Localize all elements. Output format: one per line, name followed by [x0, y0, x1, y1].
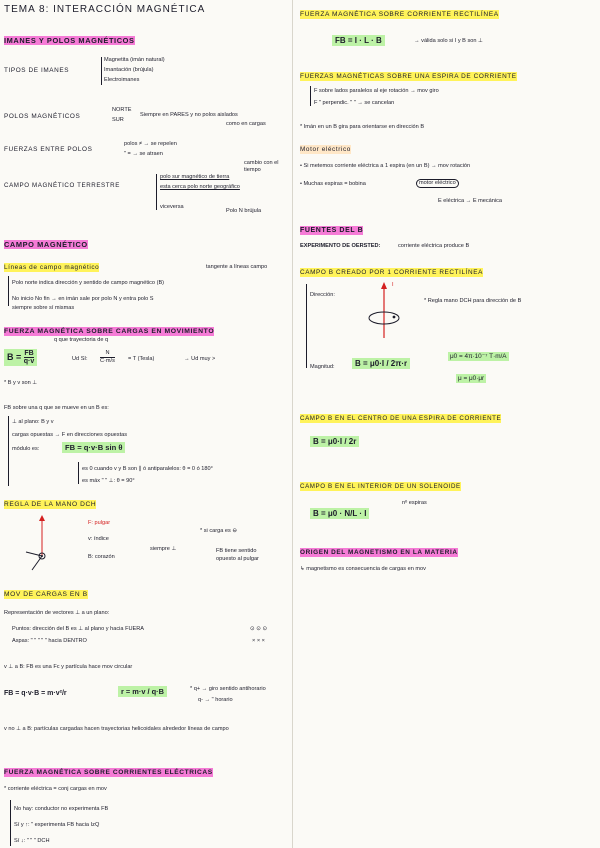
wire-field-diagram	[364, 280, 404, 340]
espira-line: F " perpendic. " " → se cancelan	[314, 100, 395, 106]
terrestre-polo-n: Polo N brújula	[226, 208, 262, 214]
espira-centro-formula: B = μ0·I / 2r	[310, 436, 359, 447]
regla-v: v: índice	[88, 536, 109, 542]
origen-text: ↳ magnetismo es consecuencia de cargas en mov	[300, 566, 426, 572]
mov-q-neg: q- → " horario	[198, 697, 233, 703]
wire-i-label: I	[392, 282, 394, 288]
campo-rect-regla: * Regla mano DCH para dirección de B	[424, 298, 522, 304]
motor-heading: Motor eléctrico	[300, 146, 351, 153]
fuerza-cargas-depende: q que trayectoria de q	[54, 337, 109, 343]
motor-line: • Si metemos corriente eléctrica a 1 espira (en un B) → mov rotación	[300, 163, 471, 169]
terrestre-line: viceversa	[160, 204, 184, 210]
espira-heading: FUERZAS MAGNÉTICAS SOBRE UNA ESPIRA DE CORRIENTE	[300, 73, 517, 80]
fb-section-label: FB sobre una q que se mueve en un B es:	[4, 405, 109, 411]
rect-formula: FB = I · L · B	[332, 35, 385, 46]
motor-box: motor eléctrico	[416, 179, 459, 188]
mov-label: MOV DE CARGAS EN B	[4, 591, 88, 598]
rect-note: → válida solo si I y B son ⊥	[414, 38, 483, 44]
origen-heading: ORIGEN DEL MAGNETISMO EN LA MATERIA	[300, 549, 458, 556]
espira-centro-heading: CAMPO B EN EL CENTRO DE UNA ESPIRA DE CORRIENTE	[300, 415, 502, 422]
campo-heading: CAMPO MAGNÉTICO	[4, 240, 88, 249]
fb-item: ⊥ al plano: B y v	[12, 419, 54, 425]
campo-rect-formula: B = μ0·I / 2π·r	[352, 358, 410, 369]
tipos-label: TIPOS DE IMANES	[4, 67, 70, 74]
campo-rect-magnitud: Magnitud:	[310, 364, 335, 370]
solenoide-formula: B = μ0 · N/L · I	[310, 508, 369, 519]
muy-grande: → Ud muy >	[184, 356, 216, 362]
mov-aspas: Aspas: " " " " " hacia DENTRO	[12, 638, 87, 644]
regla-b: B: corazón	[88, 554, 115, 560]
unit-fraction: N C·m/s	[100, 350, 115, 364]
fb-item: cargas opuestas → F en direcciones opuestas	[12, 432, 128, 438]
regla-label: REGLA DE LA MANO DCH	[4, 501, 97, 508]
campo-rect-heading: CAMPO B CREADO POR 1 CORRIENTE RECTILÍNEA	[300, 269, 483, 276]
mov-q-pos: * q+ → giro sentido antihorario	[190, 686, 266, 692]
oersted-text: corriente eléctrica produce B	[398, 243, 470, 249]
lineas-line: siempre sobre sí mismas	[12, 305, 75, 311]
mov-vnoperp: v no ⊥ a B: partículas cargadas hacen trayectorias helicoidales alrededor líneas de campo	[4, 726, 229, 732]
fuerzas-polos-line: " = → se atraen	[124, 151, 163, 157]
tipos-item: Magnetita (imán natural)	[104, 57, 165, 63]
polo-sur: SUR	[112, 117, 124, 123]
motor-line: E eléctrica → E mecánica	[438, 198, 503, 204]
corrientes-line: No hay: conductor no experimenta FB	[14, 806, 109, 812]
polos-label: POLOS MAGNÉTICOS	[4, 113, 81, 120]
terrestre-line: esta cerca polo norte geográfico	[160, 184, 240, 190]
mov-eq2: r = m·v / q·B	[118, 686, 167, 697]
mu0-value: μ0 = 4π·10⁻⁷ T·m/A	[450, 353, 507, 360]
tipos-item: Imantación (brújula)	[104, 67, 154, 73]
corrientes-line: Sí y ↑: " experimenta FB hacia IzQ	[14, 822, 100, 828]
mov-vperp: v ⊥ a B: FB es una Fc y partícula hace mov circular	[4, 664, 133, 670]
espira-line: F sobre lados paralelos al eje rotación → mov giro	[314, 88, 439, 94]
imanes-heading: IMANES Y POLOS MAGNÉTICOS	[4, 36, 135, 45]
regla-neg-3: opuesto al pulgar	[216, 556, 259, 562]
fb-case: es máx " " ⊥: θ = 90°	[82, 478, 135, 484]
lineas-label: Líneas de campo magnético	[4, 264, 100, 271]
terrestre-line: polo sur magnético de tierra	[160, 174, 230, 180]
fb-case: es 0 cuando v y B son ∥ ó antiparalelos: θ = 0 ó 180°	[82, 466, 213, 472]
campo-terrestre-label: CAMPO MAGNÉTICO TERRESTRE	[4, 182, 120, 189]
lineas-line: No inicio No fin → en imán sale por polo N y entra polo S	[12, 296, 154, 302]
mov-xs: × × ×	[252, 638, 265, 644]
right-hand-rule-diagram	[22, 514, 62, 574]
corrientes-line: Sí ↓: " " " DCH	[14, 838, 50, 844]
mu-relation: μ = μ0·μr	[458, 375, 485, 382]
mov-eq1: FB = q·v·B = m·v²/r	[4, 690, 67, 697]
fb-sin-formula: FB = q·v·B sin θ	[62, 442, 125, 453]
solenoide-heading: CAMPO B EN EL INTERIOR DE UN SOLENOIDE	[300, 483, 461, 490]
fuerzas-polos-label: FUERZAS ENTRE POLOS	[4, 146, 93, 153]
corrientes-heading: FUERZA MAGNÉTICA SOBRE CORRIENTES ELÉCTRICAS	[4, 769, 213, 776]
regla-neg: * si carga es ⊖	[200, 528, 238, 534]
campo-rect-direccion: Dirección:	[310, 292, 335, 298]
tesla-unit: = T (Tesla)	[128, 356, 155, 362]
rect-heading: FUERZA MAGNÉTICA SOBRE CORRIENTE RECTILÍNEA	[300, 11, 499, 18]
mov-dots: ⊙ ⊙ ⊙	[250, 626, 268, 632]
lineas-line: Polo norte indica dirección y sentido de campo magnético (B)	[12, 280, 165, 286]
corrientes-line: * corriente eléctrica = conj cargas en mov	[4, 786, 107, 792]
mov-rep: Representación de vectores ⊥ a un plano:	[4, 610, 110, 616]
fb-item: módulo es:	[12, 446, 40, 452]
column-divider	[292, 0, 293, 848]
b-v-perp: * B y v son ⊥	[4, 380, 38, 386]
polos-note: Siempre en PARES y no polos aislados	[140, 112, 238, 118]
tipos-item: Electroimanes	[104, 77, 140, 83]
lineas-tangente: tangente a líneas campo	[206, 264, 268, 270]
oersted-label: EXPERIMENTO DE OERSTED:	[300, 243, 381, 249]
fuentes-heading: FUENTES DEL B	[300, 227, 364, 234]
fuerza-cargas-heading: FUERZA MAGNÉTICA SOBRE CARGAS EN MOVIMIENTO	[4, 328, 215, 335]
polo-norte: NORTE	[112, 107, 132, 113]
espira-line: * Imán en un B gira para orientarse en dirección B	[300, 124, 425, 130]
regla-siempre: siempre ⊥	[150, 546, 177, 552]
page-title: TEMA 8: INTERACCIÓN MAGNÉTICA	[4, 4, 206, 15]
motor-line: • Muchas espiras = bobina	[300, 181, 366, 187]
fb-formula: B = $\frac{FB}{q\cdot v}$	[4, 349, 37, 366]
regla-f: F: pulgar	[88, 520, 111, 526]
polos-note-2: como en cargas	[226, 121, 266, 127]
solenoide-note: nº espiras	[402, 500, 427, 506]
unidad-si: Ud SI:	[72, 356, 88, 362]
regla-neg-2: FB tiene sentido	[216, 548, 257, 554]
fuerzas-polos-line: polos ≠ → se repelen	[124, 141, 177, 147]
terrestre-cambio: cambio con el tiempo	[244, 160, 279, 173]
mov-puntos: Puntos: dirección del B es ⊥ al plano y hacia FUERA	[12, 626, 145, 632]
